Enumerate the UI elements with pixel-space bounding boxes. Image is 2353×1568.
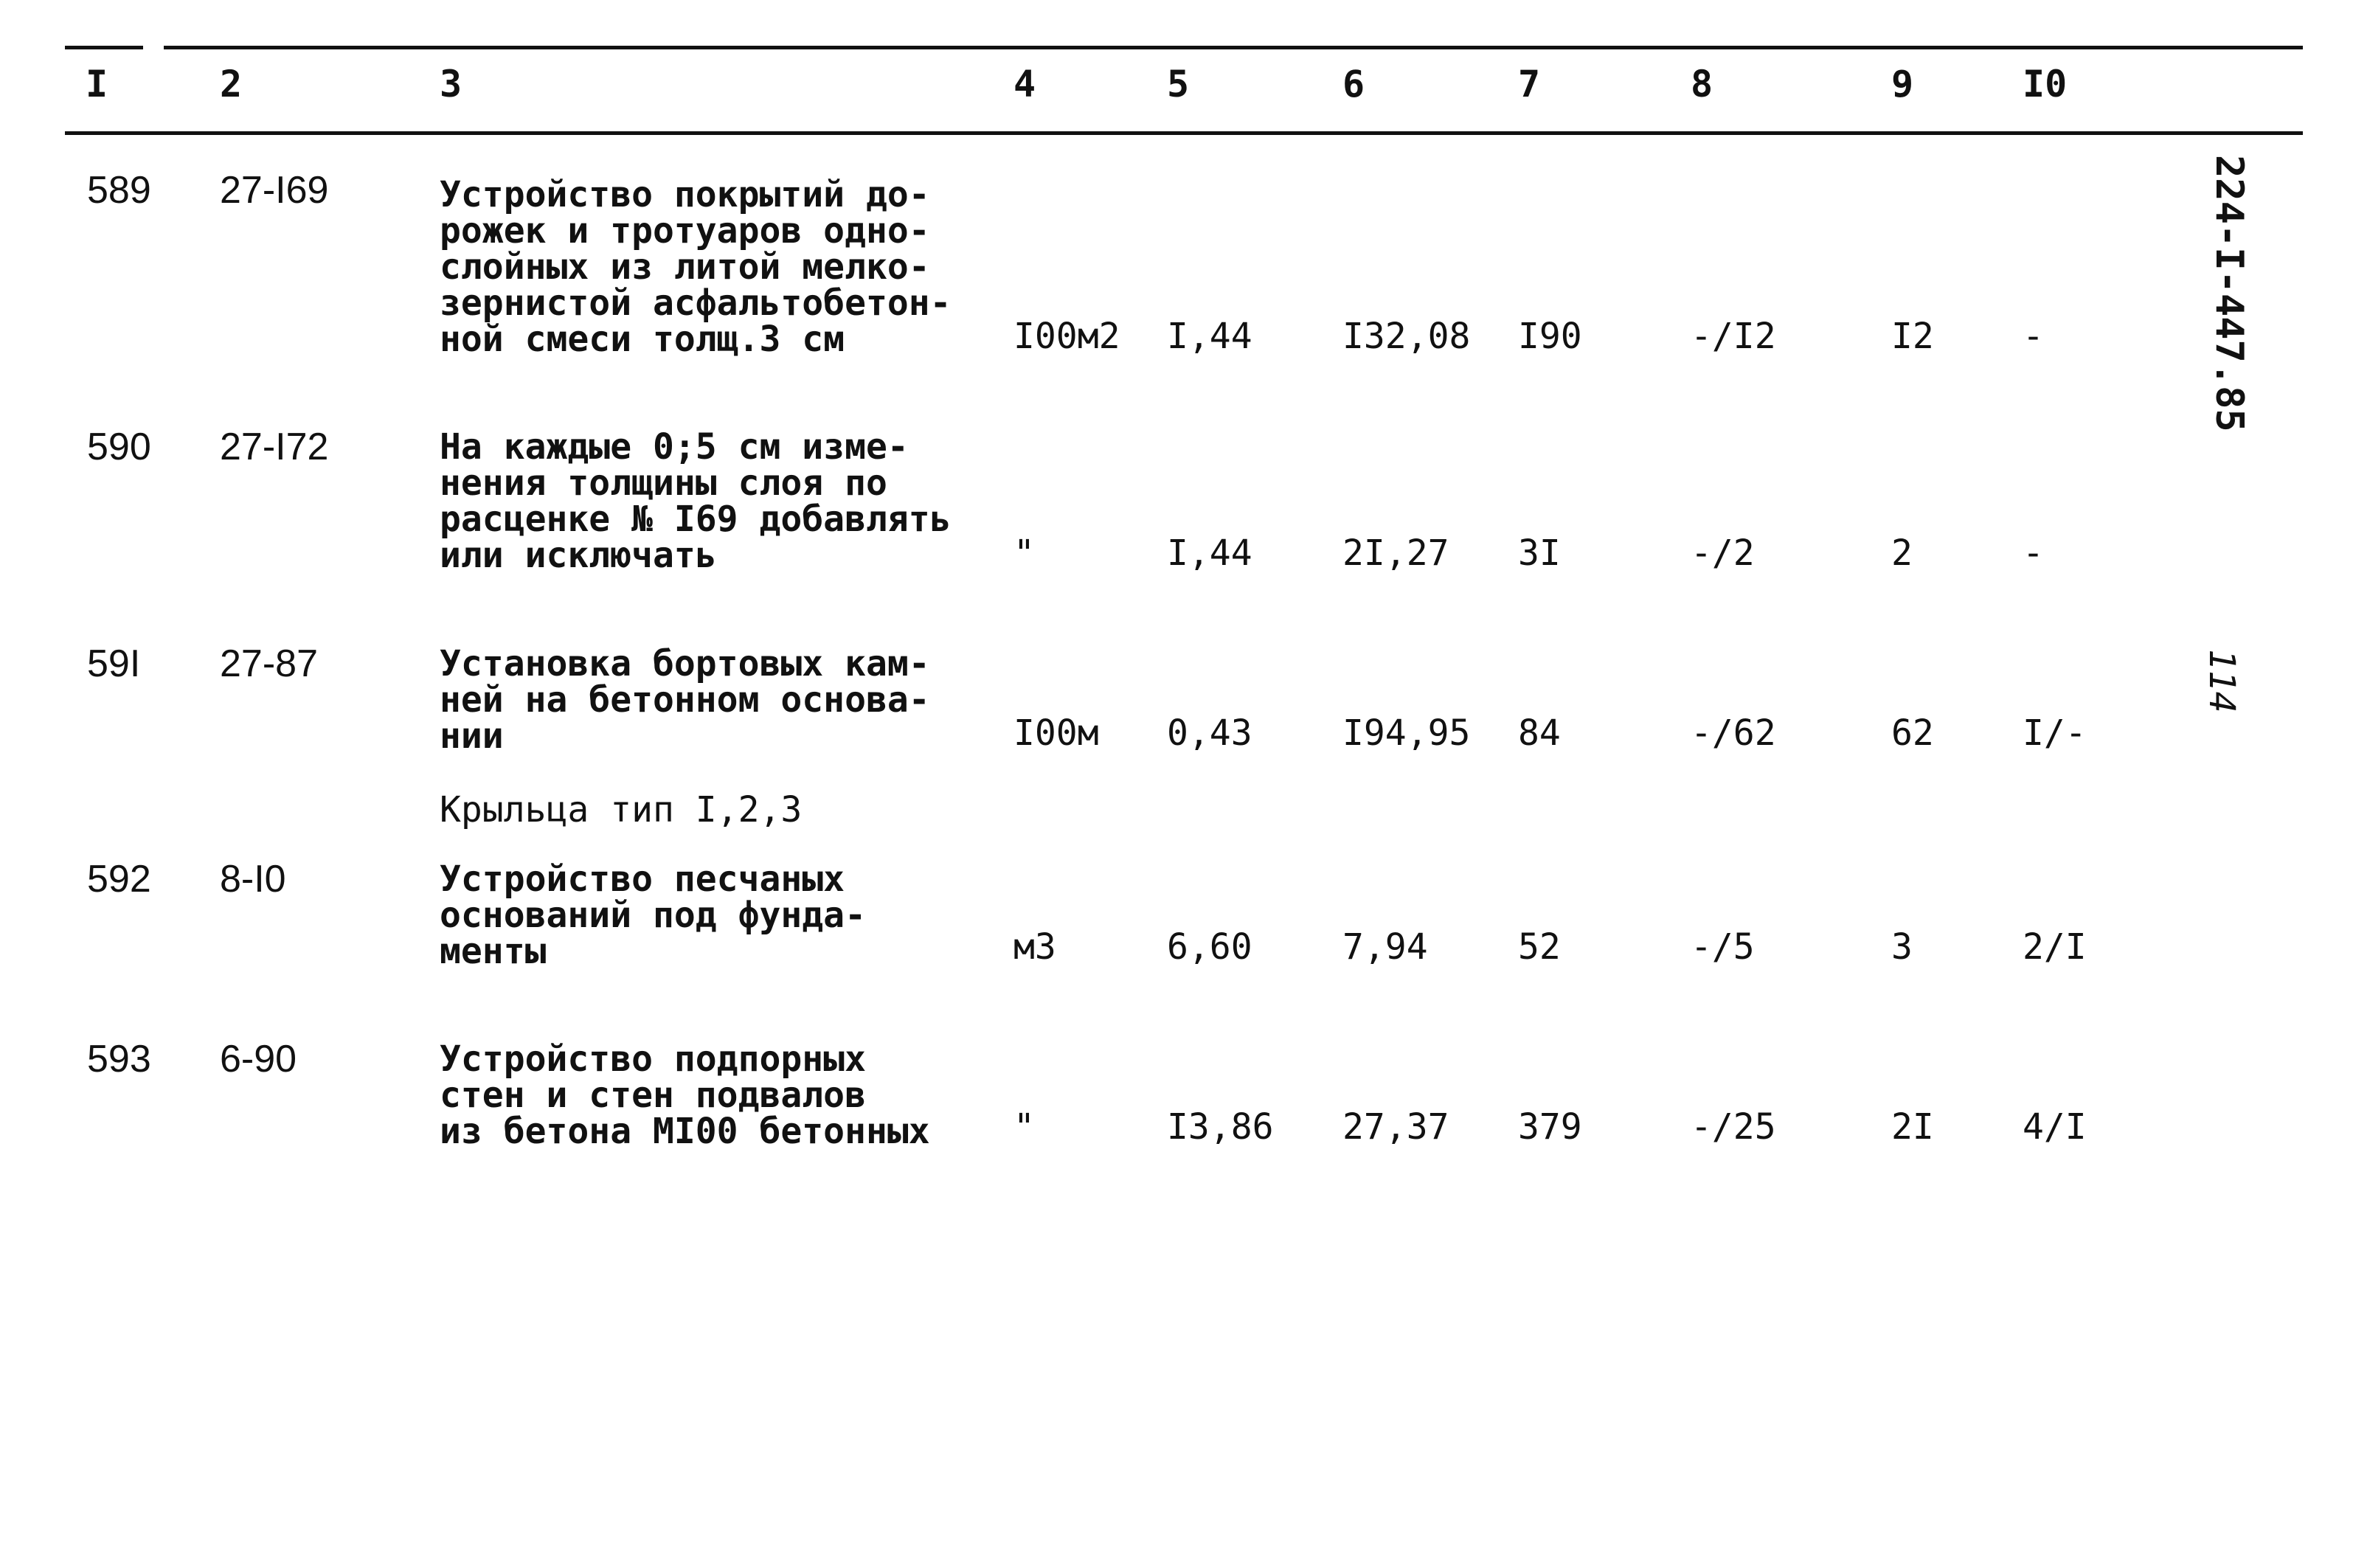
work-description: Устройство покрытий до- рожек и тротуаров одно- слойных из литой мелко- зернистой асфальтобетон- ной смеси толщ.3 см bbox=[440, 174, 952, 360]
unit-cost: 2I,27 bbox=[1342, 533, 1449, 574]
unit-cost: I94,95 bbox=[1342, 712, 1471, 754]
price-code: 27-I69 bbox=[220, 169, 329, 212]
labor: 2 bbox=[1891, 533, 1913, 574]
total-cost: 379 bbox=[1518, 1106, 1582, 1148]
quantity: I,44 bbox=[1167, 316, 1252, 357]
labor: 3 bbox=[1891, 926, 1913, 968]
total-cost: 84 bbox=[1518, 712, 1561, 754]
header-col-2: 2 bbox=[220, 63, 243, 105]
document-code: 224-I-447.85 bbox=[2207, 155, 2251, 432]
machinery: - bbox=[2023, 316, 2044, 357]
work-description: На каждые 0;5 см изме- нения толщины слоя по расценке № I69 добавлять или исключать bbox=[440, 426, 952, 576]
labor: I2 bbox=[1891, 316, 1934, 357]
unit: I00м bbox=[1013, 712, 1099, 754]
total-cost: 3I bbox=[1518, 533, 1561, 574]
row-number: 590 bbox=[87, 426, 151, 468]
top-rule bbox=[164, 46, 2303, 49]
price-code: 27-87 bbox=[220, 642, 318, 685]
unit: " bbox=[1013, 1106, 1035, 1148]
quantity: 0,43 bbox=[1167, 712, 1252, 754]
unit-cost: I32,08 bbox=[1342, 316, 1471, 357]
unit-cost: 7,94 bbox=[1342, 926, 1428, 968]
wages: -/25 bbox=[1691, 1106, 1776, 1148]
row-number: 593 bbox=[87, 1038, 151, 1080]
price-code: 27-I72 bbox=[220, 426, 329, 468]
quantity: I3,86 bbox=[1167, 1106, 1274, 1148]
unit: " bbox=[1013, 533, 1035, 574]
row-number: 589 bbox=[87, 169, 151, 212]
header-col-1: I bbox=[86, 63, 108, 105]
row-number: 59I bbox=[87, 642, 141, 685]
unit: I00м2 bbox=[1013, 316, 1120, 357]
price-code: 6-90 bbox=[220, 1038, 297, 1080]
machinery: 2/I bbox=[2023, 926, 2087, 968]
section-subheading: Крыльца тип I,2,3 bbox=[440, 789, 803, 830]
top-rule-short bbox=[65, 46, 143, 49]
header-rule bbox=[65, 131, 2303, 135]
page-number: 114 bbox=[2201, 649, 2242, 713]
header-col-5: 5 bbox=[1167, 63, 1190, 105]
wages: -/2 bbox=[1691, 533, 1755, 574]
header-col-9: 9 bbox=[1891, 63, 1914, 105]
labor: 62 bbox=[1891, 712, 1934, 754]
header-col-10: I0 bbox=[2023, 63, 2068, 105]
total-cost: I90 bbox=[1518, 316, 1582, 357]
work-description: Устройство подпорных стен и стен подвалов из бетона MI00 бетонных bbox=[440, 1038, 930, 1152]
header-col-8: 8 bbox=[1691, 63, 1713, 105]
machinery: I/- bbox=[2023, 712, 2087, 754]
header-col-3: 3 bbox=[440, 63, 462, 105]
header-col-6: 6 bbox=[1342, 63, 1365, 105]
unit-cost: 27,37 bbox=[1342, 1106, 1449, 1148]
machinery: - bbox=[2023, 533, 2044, 574]
work-description: Устройство песчаных оснований под фунда- менты bbox=[440, 858, 866, 972]
quantity: I,44 bbox=[1167, 533, 1252, 574]
quantity: 6,60 bbox=[1167, 926, 1252, 968]
labor: 2I bbox=[1891, 1106, 1934, 1148]
total-cost: 52 bbox=[1518, 926, 1561, 968]
wages: -/I2 bbox=[1691, 316, 1776, 357]
header-col-4: 4 bbox=[1013, 63, 1036, 105]
header-col-7: 7 bbox=[1518, 63, 1541, 105]
wages: -/5 bbox=[1691, 926, 1755, 968]
work-description: Установка бортовых кам- ней на бетонном основа- нии bbox=[440, 643, 930, 757]
wages: -/62 bbox=[1691, 712, 1776, 754]
row-number: 592 bbox=[87, 858, 151, 901]
unit: м3 bbox=[1013, 926, 1056, 968]
price-code: 8-I0 bbox=[220, 858, 286, 901]
machinery: 4/I bbox=[2023, 1106, 2087, 1148]
